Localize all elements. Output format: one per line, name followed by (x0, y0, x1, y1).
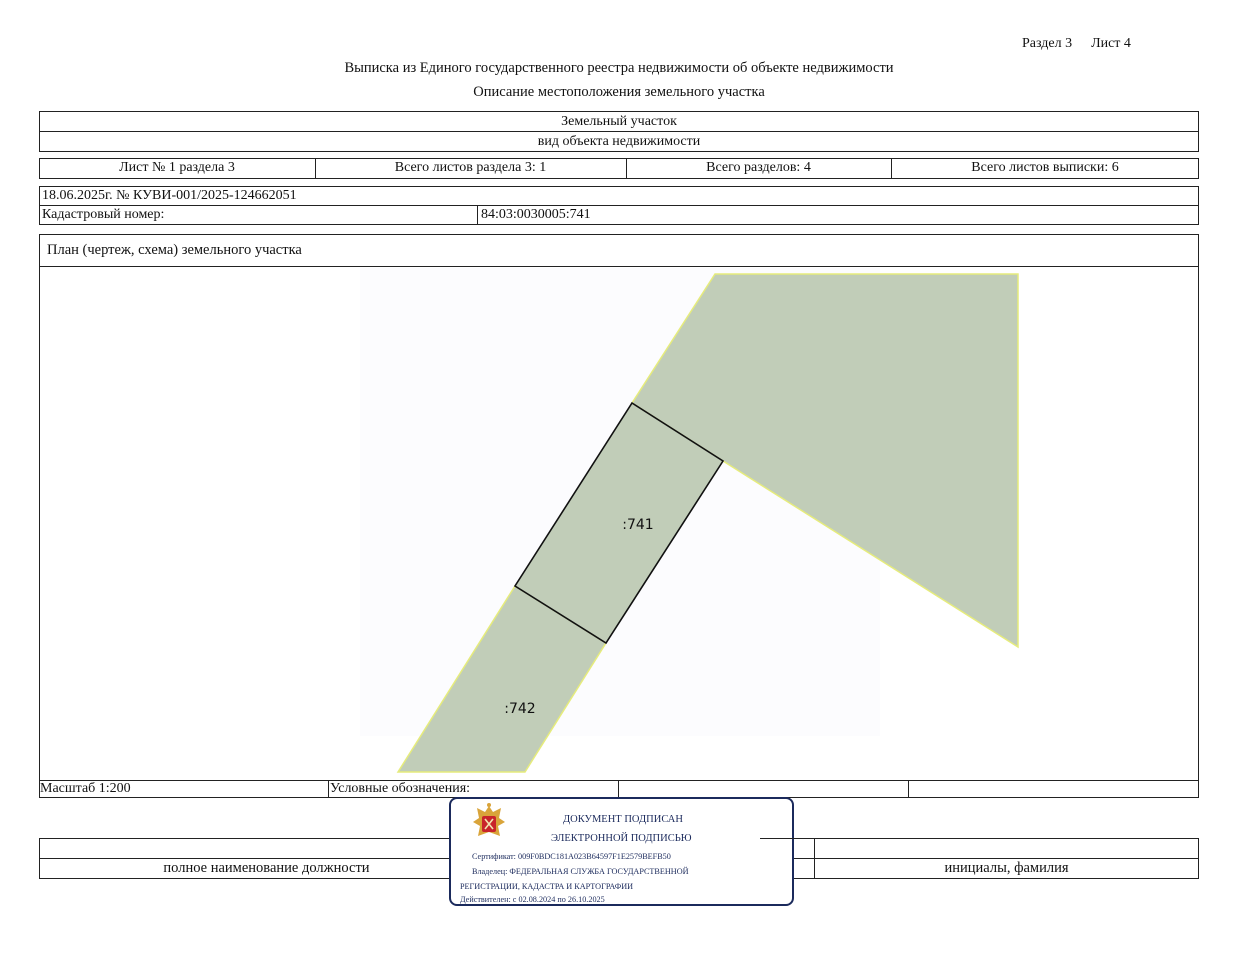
date-number: 18.06.2025г. № КУВИ-001/2025-124662051 (42, 188, 297, 203)
position-caption: полное наименование должности (163, 860, 370, 876)
parcel-741-label: :741 (622, 517, 654, 533)
sheet-number: Лист № 1 раздела 3 (119, 160, 235, 175)
total-section-sheets: Всего листов раздела 3: 1 (394, 160, 547, 175)
cadastral-label: Кадастровый номер: (42, 207, 165, 222)
stamp-certificate: Сертификат: 009F0BDC181A023B64597F1E2579BEFB50 (472, 852, 671, 861)
stamp-validity: Действителен: с 02.08.2024 по 26.10.2025 (460, 895, 605, 904)
sheet-label: Лист 4 (1091, 36, 1131, 51)
section-label: Раздел 3 (1022, 36, 1073, 51)
divider (39, 780, 1199, 781)
document-title: Выписка из Единого государственного реестра недвижимости об объекте недвижимости (344, 60, 894, 76)
document-subtitle: Описание местоположения земельного участка (473, 84, 765, 100)
electronic-signature-stamp (449, 797, 794, 906)
stamp-line1: ДОКУМЕНТ ПОДПИСАН (563, 814, 683, 825)
stamp-line2: ЭЛЕКТРОННОЙ ПОДПИСЬЮ (551, 833, 692, 844)
emblem-icon (471, 802, 507, 844)
divider (328, 780, 329, 798)
stamp-owner-line2: РЕГИСТРАЦИИ, КАДАСТРА И КАРТОГРАФИИ (460, 882, 634, 891)
divider (760, 838, 795, 839)
total-sections: Всего разделов: 4 (706, 160, 811, 175)
object-type: Земельный участок (39, 111, 1199, 132)
divider (908, 780, 909, 798)
plan-title: План (чертеж, схема) земельного участка (47, 242, 302, 258)
stamp-owner-line1: Владелец: ФЕДЕРАЛЬНАЯ СЛУЖБА ГОСУДАРСТВЕННОЙ (472, 867, 689, 876)
name-caption: инициалы, фамилия (944, 860, 1069, 876)
scale-label: Масштаб 1:200 (40, 781, 131, 796)
parcel-742-label: :742 (504, 701, 536, 717)
total-extract-sheets: Всего листов выписки: 6 (971, 160, 1119, 175)
legend-label: Условные обозначения: (330, 781, 471, 796)
divider (618, 780, 619, 798)
object-type-caption: вид объекта недвижимости (39, 131, 1199, 152)
cadastral-value: 84:03:0030005:741 (481, 207, 591, 222)
